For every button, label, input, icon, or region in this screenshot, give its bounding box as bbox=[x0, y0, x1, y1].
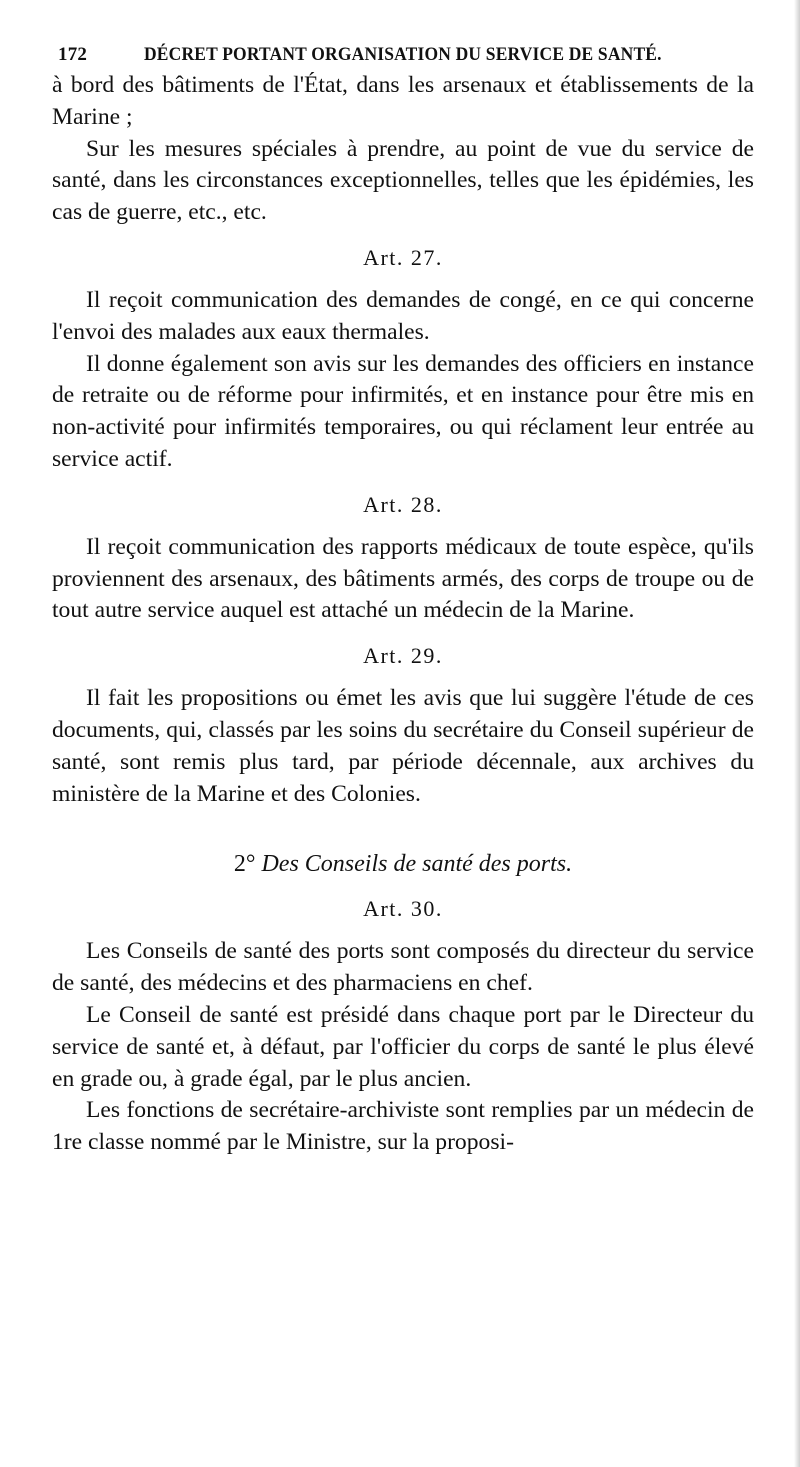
running-head bbox=[52, 38, 754, 70]
page-number: 172 bbox=[58, 44, 88, 65]
paragraph: Les Conseils de santé des ports sont composés du directeur du service de santé, des médecins et des pharmaciens en chef. bbox=[52, 938, 754, 997]
paragraph: Le Conseil de santé est présidé dans chaque port par le Directeur du service de santé et, à défaut, par l'officier du corps de santé le plus élevé en grade ou, à grade égal, par le plus ancien. bbox=[52, 1001, 754, 1092]
page-edge-shadow bbox=[794, 0, 800, 1467]
paragraph: Il donne également son avis sur les demandes des officiers en instance de retraite ou de réforme pour infirmités, et en instance pour être mis en non-activité pour infirmités temporaires, ou qui réclament leur entrée au service actif. bbox=[52, 350, 754, 472]
article-heading-30: Art. 30. bbox=[363, 896, 443, 922]
paragraph: Il reçoit communication des demandes de congé, en ce qui concerne l'envoi des malades aux eaux thermales. bbox=[52, 286, 754, 345]
article-heading-28: Art. 28. bbox=[363, 491, 443, 517]
paragraph: Il reçoit communication des rapports médicaux de toute espèce, qu'ils proviennent des arsenaux, des bâtiments armés, des corps de troupe ou de tout autre service auquel est attaché un médecin de la Marine. bbox=[52, 533, 754, 624]
body-text bbox=[52, 70, 754, 1159]
paragraph-continuation: à bord des bâtiments de l'État, dans les arsenaux et établissements de la Marine ; bbox=[52, 72, 754, 130]
paragraph: Sur les mesures spéciales à prendre, au point de vue du service de santé, dans les circonstances exceptionnelles, telles que les épidémies, les cas de guerre, etc., etc. bbox=[52, 135, 754, 226]
article-heading-27: Art. 27. bbox=[363, 244, 443, 270]
section-number: 2° bbox=[233, 851, 256, 878]
section-heading bbox=[52, 848, 754, 880]
section-title: Des Conseils de santé des ports. bbox=[261, 851, 573, 878]
paragraph: Il fait les propositions ou émet les avis que lui suggère l'étude de ces documents, qui, classés par les soins du secrétaire du Conseil supérieur de santé, sont remis plus tard, par période décennale, aux archives du ministère de la Marine et des Colonies. bbox=[52, 685, 754, 807]
article-heading-29: Art. 29. bbox=[363, 643, 443, 669]
running-title: DÉCRET PORTANT ORGANISATION DU SERVICE DE SANTÉ. bbox=[144, 44, 662, 65]
paragraph: Les fonctions de secrétaire-archiviste sont remplies par un médecin de 1re classe nommé par le Ministre, sur la proposi- bbox=[52, 1097, 754, 1156]
